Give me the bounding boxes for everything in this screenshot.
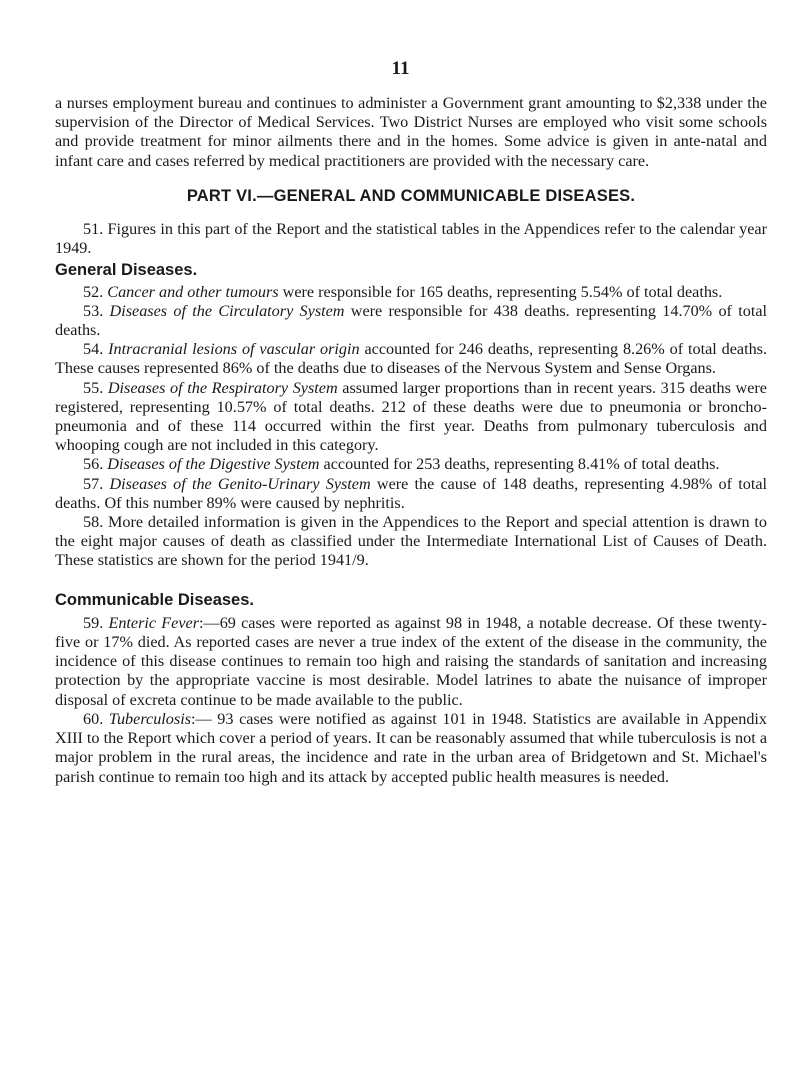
- paragraph-number: 56.: [83, 455, 104, 474]
- paragraph-title: Diseases of the Genito-Urinary System: [109, 474, 371, 493]
- paragraph-51: 51. Figures in this part of the Report and the statistical tables in the Appendices refer to the calendar year 1949.: [55, 220, 767, 258]
- paragraph-title: Diseases of the Digestive System: [107, 455, 320, 474]
- general-diseases-heading: General Diseases.: [55, 261, 198, 280]
- paragraph-59: [55, 614, 767, 710]
- paragraph-number: 60.: [83, 709, 104, 728]
- page-number: 11: [391, 58, 410, 79]
- paragraph-title: Cancer and other tumours: [107, 282, 279, 301]
- paragraph-60: [55, 710, 767, 787]
- paragraph-title: Enteric Fever: [108, 613, 200, 632]
- intro-paragraph: a nurses employment bureau and continues to administer a Government grant amounting to $2,338 under the supervision of the Director of Medical Services. Two District Nurses are employed who visit some schools and provide treatment for minor ailments there and in the homes. Some advice is given in ante-natal and infant care and cases referred by medical practitioners are provided with the necessary care.: [55, 94, 767, 170]
- paragraph-number: 55.: [83, 378, 104, 397]
- paragraph-text: accounted for 253 deaths, representing 8.41% of total deaths.: [319, 455, 720, 474]
- paragraph-title: Intracranial lesions of vascular origin: [108, 340, 360, 359]
- paragraph-text: were the cause of 148 deaths, representing 4.98% of total deaths. Of this number 89% were caused by nephritis.: [55, 474, 768, 512]
- part-heading: PART VI.—GENERAL AND COMMUNICABLE DISEASES.: [186, 186, 636, 205]
- paragraph-57: [55, 475, 767, 513]
- paragraph-56: [55, 455, 767, 474]
- page-body: [55, 94, 767, 787]
- paragraph-text: accounted for 246 deaths, representing 8.26% of total deaths. These causes represented 86% of the deaths due to diseases of the Nervous System and Sense Organs.: [55, 340, 768, 378]
- paragraph-55: [55, 379, 767, 456]
- paragraph-53: [55, 302, 767, 340]
- paragraph-text: were responsible for 438 deaths. representing 14.70% of total deaths.: [55, 301, 768, 340]
- paragraph-58: 58. More detailed information is given in the Appendices to the Report and special attention is drawn to the eight major causes of death as classified under the Intermediate International List of Causes of Death. These statistics are shown for the period 1941/9.: [55, 513, 767, 570]
- paragraph-number: 52.: [83, 282, 104, 301]
- paragraph-number: 54.: [83, 340, 104, 359]
- paragraph-title: Tuberculosis: [108, 709, 191, 728]
- communicable-diseases-heading: Communicable Diseases.: [55, 590, 254, 609]
- paragraph-text: were responsible for 165 deaths, representing 5.54% of total deaths.: [278, 282, 723, 301]
- paragraph-number: 53.: [83, 301, 104, 320]
- paragraph-54: [55, 340, 767, 378]
- paragraph-text: :— 93 cases were notified as against 101 in 1948. Statistics are available in Appendix XIII to the Report which cover a period of years. It can be reasonably assumed that while tuberculosis is not a major problem in the rural areas, the incidence and rate in the urban area of Bridgetown and St. Michael's parish continue to remain too high and its attack by accepted public health measures is needed.: [55, 709, 768, 786]
- paragraph-number: 57.: [83, 474, 104, 493]
- paragraph-52: [55, 283, 767, 302]
- paragraph-number: 59.: [83, 613, 104, 632]
- paragraph-text: assumed larger proportions than in recent years. 315 deaths were registered, representing 10.57% of total deaths. 212 of these deaths were due to pneumonia or broncho-pneumonia and of these 114 occurred within the first year. Deaths from pulmonary tuberculosis and whooping cough are not included in this category.: [55, 378, 767, 455]
- paragraph-title: Diseases of the Respiratory System: [107, 378, 338, 397]
- paragraph-title: Diseases of the Circulatory System: [109, 301, 345, 320]
- paragraph-text: :—69 cases were reported as against 98 in 1948, a notable decrease. Of these twenty-five or 17% died. As reported cases are never a true index of the extent of the disease in the community, the incidence of this disease continues to remain too high and raising the standards of sanitation and increasing protection by the appropriate vaccine is most desirable. Model latrines to abate the nuisance of improper disposal of excreta continue to be made available to the public.: [55, 613, 767, 709]
